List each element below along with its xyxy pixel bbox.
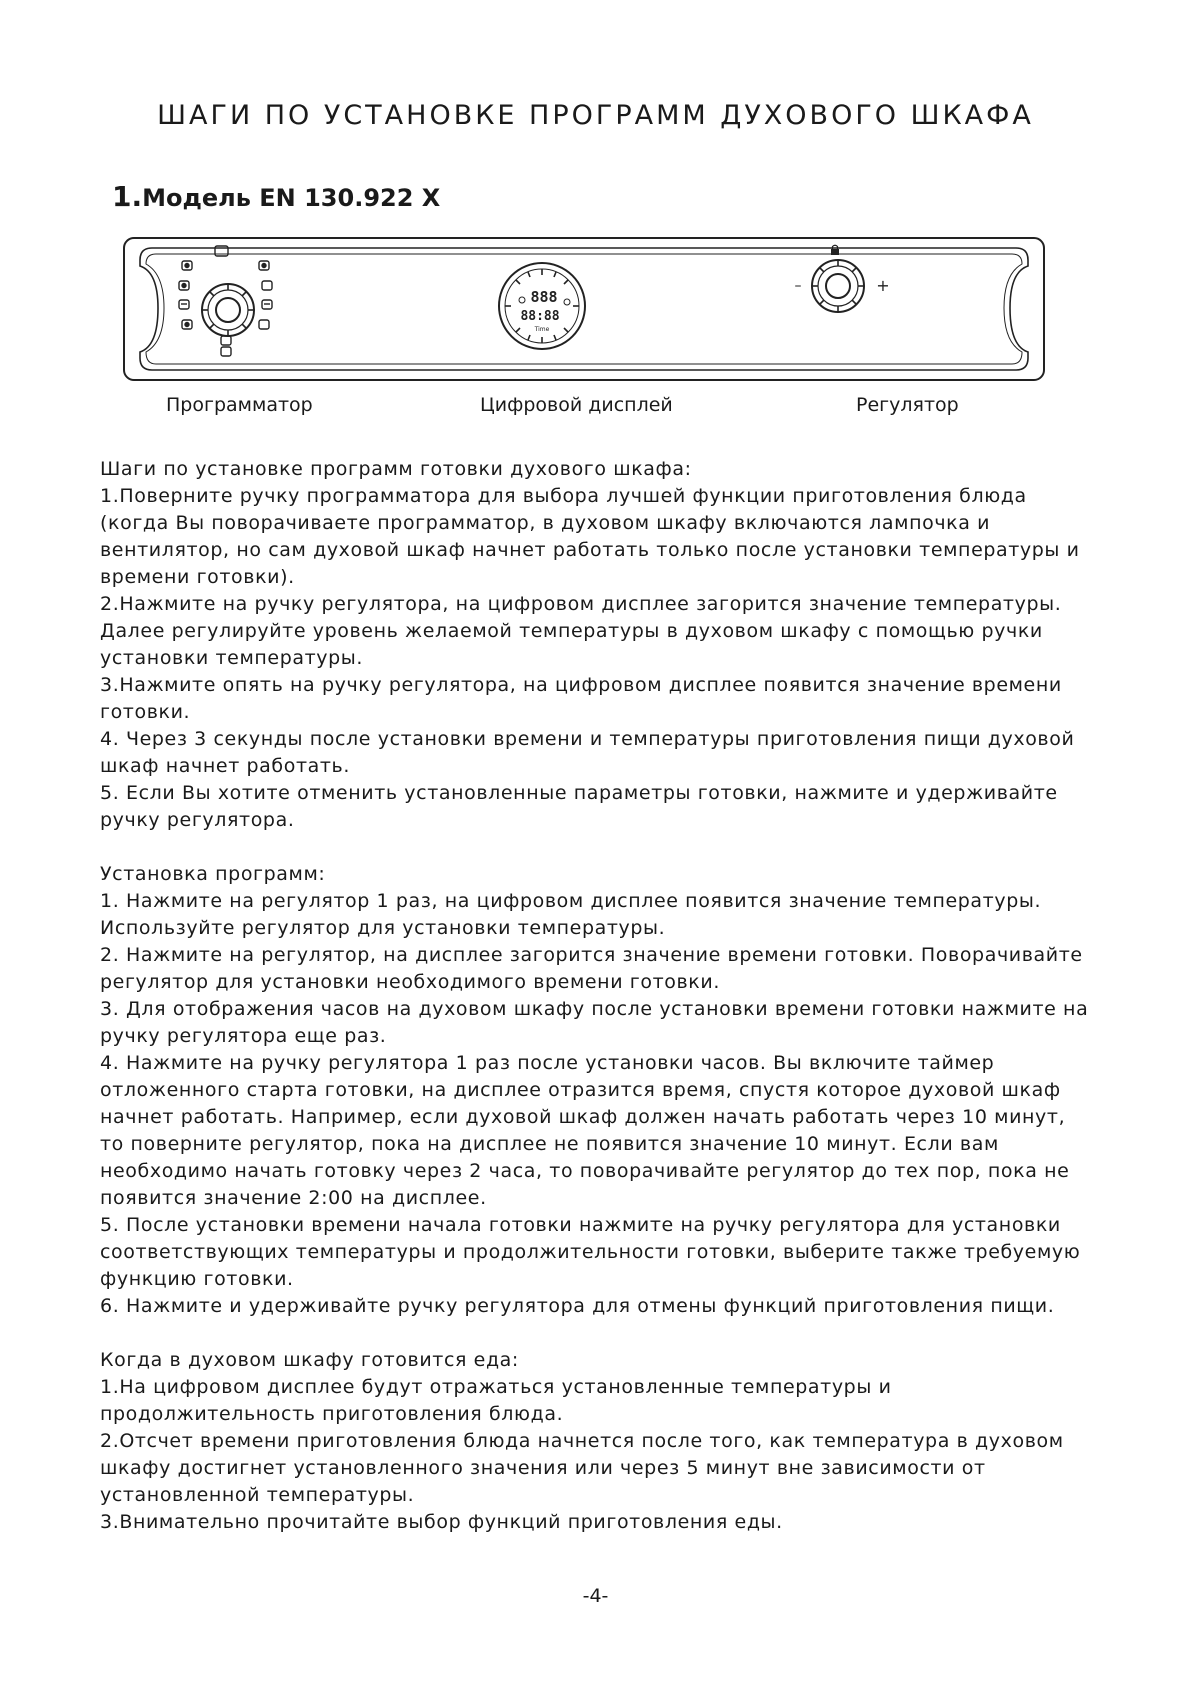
digital-display	[499, 263, 585, 349]
list-item: 5. Если Вы хотите отменить установленные параметры готовки, нажмите и удерживайте ручку регулятора.	[100, 782, 1058, 831]
page-number: -4-	[582, 1585, 609, 1607]
model-heading	[112, 180, 440, 213]
list-item: 4. Через 3 секунды после установки времени и температуры приготовления пищи духовой шкаф начнет работать.	[100, 728, 1075, 777]
display-clock-icon	[564, 299, 570, 305]
model-number: 1.	[112, 180, 143, 213]
list-item: 2.Нажмите на ручку регулятора, на цифровом дисплее загорится значение температуры. Далее регулируйте уровень желаемой температуры в духовом шкафу с помощью ручки установки температуры.	[100, 593, 1062, 669]
list-item: 3.Нажмите опять на ручку регулятора, на цифровом дисплее появится значение времени готовки.	[100, 674, 1062, 723]
regulator-lock-icon	[831, 245, 839, 255]
list-item: 6. Нажмите и удерживайте ручку регулятора для отмены функций приготовления пищи.	[100, 1295, 1055, 1317]
display-time: 88:88	[520, 309, 560, 324]
regulator-plus-label: +	[876, 276, 890, 295]
regulator-minus-label: –	[794, 278, 802, 294]
regulator-knob[interactable]	[812, 260, 864, 312]
list-item: 1.На цифровом дисплее будут отражаться установленные температуры и продолжительность приготовления блюда.	[100, 1376, 892, 1425]
label-display: Цифровой дисплей	[480, 394, 673, 416]
model-label: Модель EN 130.922 X	[142, 184, 441, 212]
section-heading: Когда в духовом шкафу готовится еда:	[100, 1349, 519, 1371]
programmer-function-icons	[179, 246, 272, 356]
list-item: 3.Внимательно прочитайте выбор функций приготовления еды.	[100, 1511, 783, 1533]
label-regulator: Регулятор	[856, 394, 959, 416]
list-item: 1. Нажмите на регулятор 1 раз, на цифровом дисплее появится значение температуры. Используйте регулятор для установки температуры.	[100, 890, 1042, 939]
oven-control-panel	[122, 236, 1046, 382]
display-time-label: Time	[534, 326, 550, 333]
display-temperature: 888	[530, 288, 558, 306]
section-heading: Установка программ:	[100, 863, 326, 885]
list-item: 4. Нажмите на ручку регулятора 1 раз после установки часов. Вы включите таймер отложенного старта готовки, на дисплее отразится время, спустя которое духовой шкаф начнет работать. Например, если духовой шкаф должен начать работать через 10 минут, то поверните регулятор, пока на дисплее не появится значение 10 минут. Если вам необходимо начать готовку через 2 часа, то поворачивайте регулятор до тех пор, пока не появится значение 2:00 на дисплее.	[100, 1052, 1070, 1209]
list-item: 5. После установки времени начала готовки нажмите на ручку регулятора для установки соответствующих температуры и продолжительности готовки, выберите также требуемую функцию готовки.	[100, 1214, 1081, 1290]
instructions-body	[100, 456, 1090, 1536]
programmer-knob[interactable]	[202, 284, 254, 336]
display-bell-icon	[519, 297, 525, 303]
list-item: 1.Поверните ручку программатора для выбора лучшей функции приготовления блюда (когда Вы поворачиваете программатор, в духовом шкафу включаются лампочка и вентилятор, но сам духовой шкаф начнет работать только после установки температуры и времени готовки).	[100, 485, 1080, 588]
list-item: 2. Нажмите на регулятор, на дисплее загорится значение времени готовки. Поворачивайте регулятор для установки необходимого времени готовки.	[100, 944, 1083, 993]
list-item: 2.Отсчет времени приготовления блюда начнется после того, как температура в духовом шкафу достигнет установленного значения или через 5 минут вне зависимости от установленной температуры.	[100, 1430, 1064, 1506]
label-programmer: Программатор	[166, 394, 313, 416]
page-title: ШАГИ ПО УСТАНОВКЕ ПРОГРАММ ДУХОВОГО ШКАФА	[157, 100, 1034, 131]
section-heading: Шаги по установке программ готовки духового шкафа:	[100, 458, 692, 480]
list-item: 3. Для отображения часов на духовом шкафу после установки времени готовки нажмите на ручку регулятора еще раз.	[100, 998, 1089, 1047]
